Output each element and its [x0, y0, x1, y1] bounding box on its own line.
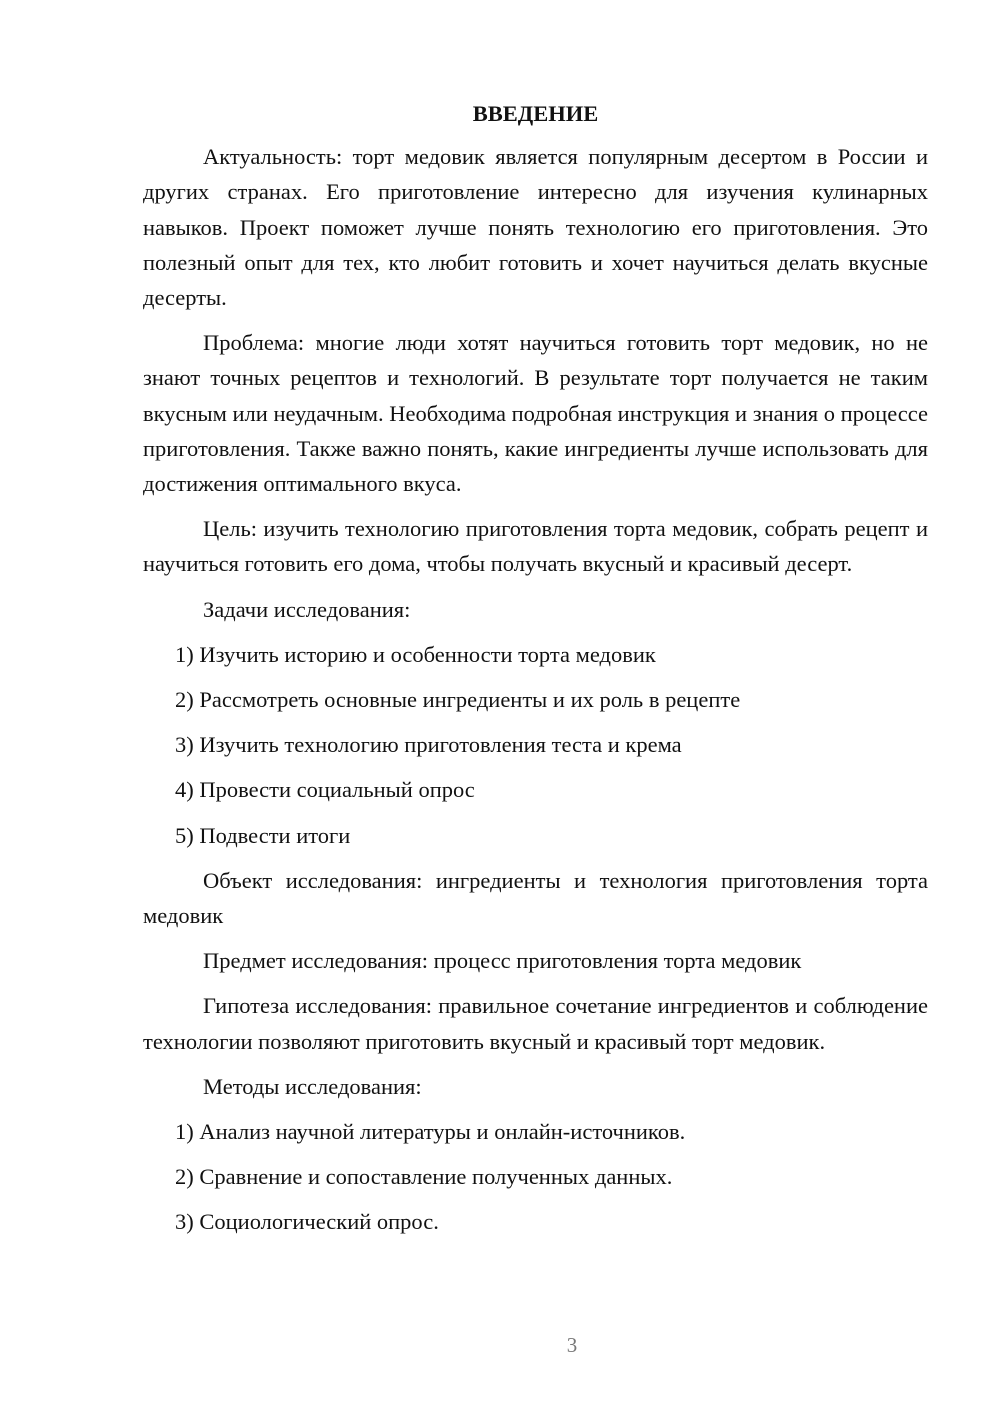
- method-item: 2) Сравнение и сопоставление полученных данных.: [175, 1164, 673, 1190]
- relevance-paragraph: Актуальность: торт медовик является популярным десертом в России и других странах. Его приготовление интересно для изучения кулинарных навыков. Проект поможет лучше понять технологию его приготовления. Это полезный опыт для тех, кто любит готовить и хочет научиться делать вкусные десерты.: [143, 144, 928, 311]
- task-item: 3) Изучить технологию приготовления теста и крема: [175, 732, 682, 758]
- methods-heading: Методы исследования:: [203, 1073, 422, 1099]
- page-number: 3: [566, 1333, 578, 1357]
- goal-paragraph: Цель: изучить технологию приготовления торта медовик, собрать рецепт и научиться готовить его дома, чтобы получать вкусный и красивый десерт.: [143, 516, 928, 577]
- task-item: 4) Провести социальный опрос: [175, 777, 475, 803]
- hypothesis-paragraph: Гипотеза исследования: правильное сочетание ингредиентов и соблюдение технологии позволяют приготовить вкусный и красивый торт медовик.: [143, 993, 928, 1054]
- object-paragraph: Объект исследования: ингредиенты и технология приготовления торта медовик: [143, 867, 928, 929]
- document-page: [143, 96, 928, 1250]
- tasks-heading: Задачи исследования:: [203, 596, 411, 622]
- method-item: 3) Социологический опрос.: [175, 1209, 439, 1235]
- subject-paragraph: Предмет исследования: процесс приготовления торта медовик: [203, 948, 802, 974]
- task-item: 1) Изучить историю и особенности торта медовик: [175, 641, 656, 667]
- method-item: 1) Анализ научной литературы и онлайн-источников.: [175, 1119, 686, 1145]
- task-item: 5) Подвести итоги: [175, 822, 351, 848]
- task-item: 2) Рассмотреть основные ингредиенты и их роль в рецепте: [175, 687, 741, 713]
- problem-paragraph: Проблема: многие люди хотят научиться готовить торт медовик, но не знают точных рецептов и технологий. В результате торт получается не таким вкусным или неудачным. Необходима подробная инструкция и знания о процессе приготовления. Также важно понять, какие ингредиенты лучше использовать для достижения оптимального вкуса.: [143, 330, 928, 497]
- section-title: ВВЕДЕНИЕ: [472, 101, 599, 126]
